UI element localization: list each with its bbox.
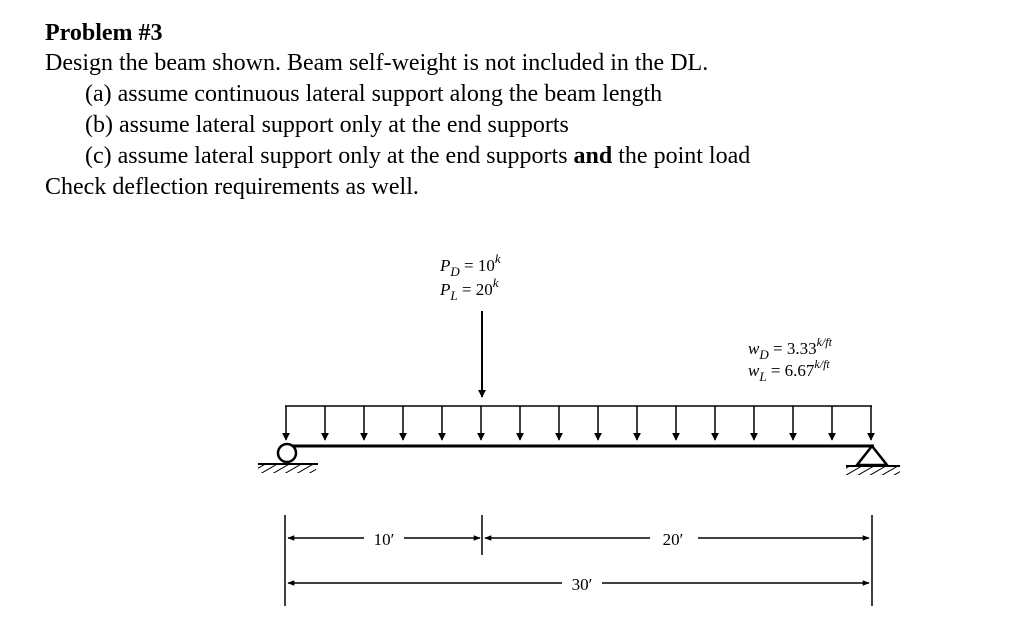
pin-support <box>846 446 900 475</box>
dist-load-dead-label: $w_D = 3.33^{k/ft}$ <box>748 335 832 362</box>
point-load-dead-label: $P_D = 10^k$ <box>440 251 501 279</box>
part-b: (b) assume lateral support only at the end supports <box>85 112 569 138</box>
part-c-bold: and <box>573 143 613 169</box>
dim-left-label: 10′ <box>373 530 395 549</box>
dimensions <box>285 515 872 606</box>
part-a: (a) assume continuous lateral support along the beam length <box>85 81 663 107</box>
part-c-text: (c) assume lateral support only at the end supports <box>85 143 574 169</box>
dim-total-label: 30′ <box>571 575 593 594</box>
problem-footer: Check deflection requirements as well. <box>45 174 419 200</box>
roller-support <box>258 444 318 473</box>
dist-load-live-label: $w_L = 6.67^{k/ft}$ <box>748 357 830 384</box>
problem-title: Problem #3 <box>45 20 163 46</box>
dim-right-label: 20′ <box>662 530 684 549</box>
point-load-live-label: $P_L = 20^k$ <box>440 275 499 303</box>
part-c-tail: the point load <box>612 143 751 169</box>
problem-intro: Design the beam shown. Beam self-weight is not included in the DL. <box>45 50 709 76</box>
dist-load-arrows <box>286 406 871 440</box>
